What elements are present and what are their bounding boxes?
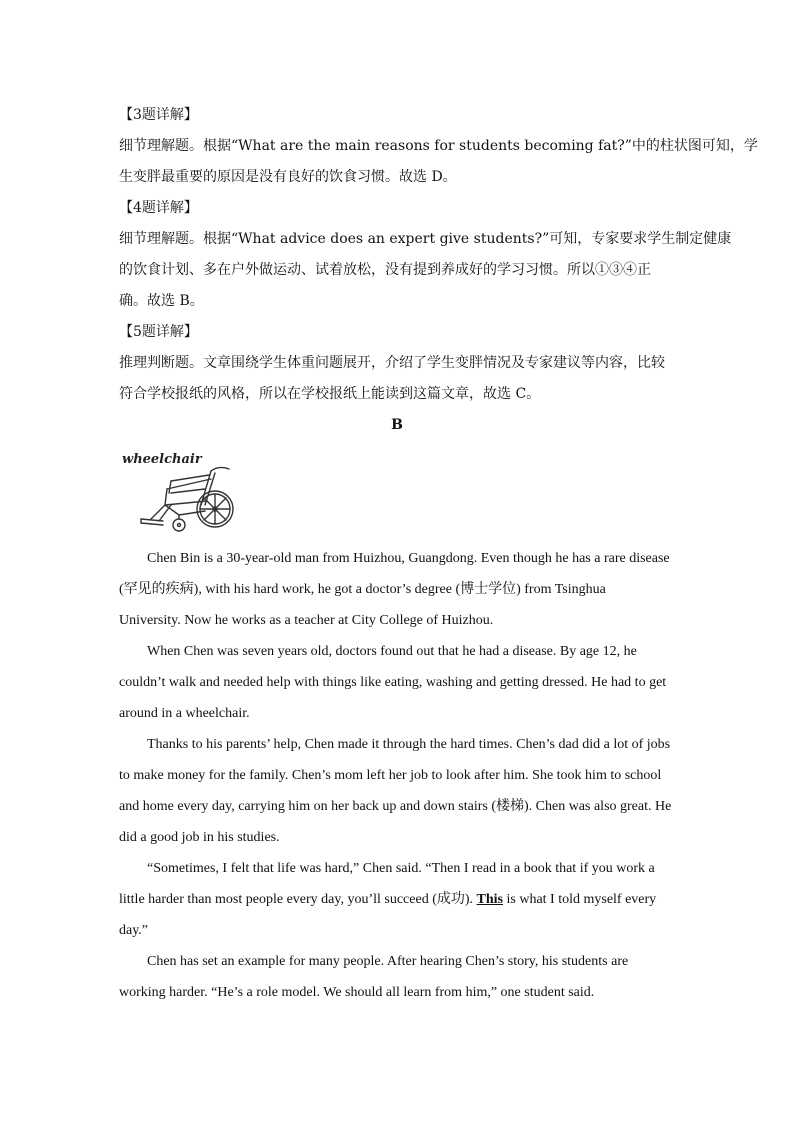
passage-p1-line-1: Chen Bin is a 30-year-old man from Huizhou, Guangdong. Even though he has a rare disease — [147, 551, 670, 566]
answer-5-line-2: 符合学校报纸的风格，所以在学校报纸上能读到这篇文章，故选 C。 — [119, 386, 541, 402]
passage-p5-line-1: Chen has set an example for many people. After hearing Chen’s story, his students are — [147, 954, 629, 969]
document-page — [119, 100, 758, 1008]
passage-p4-highlight-this: This — [476, 892, 503, 907]
answer-3-line-2: 生变胖最重要的原因是没有良好的饮食习惯。故选 D。 — [119, 169, 457, 185]
answer-3-line-1: 细节理解题。根据“What are the main reasons for students becoming fat?”中的柱状图可知，学 — [119, 138, 758, 154]
passage-p4-line-2 — [119, 884, 675, 915]
passage-p5-line-2: working harder. “He’s a role model. We should all learn from him,” one student said. — [119, 985, 595, 1000]
answer-4-line-1: 细节理解题。根据“What advice does an expert give students?”可知，专家要求学生制定健康 — [119, 231, 732, 247]
wheelchair-label: wheelchair — [122, 452, 202, 467]
passage-p2-line-3: around in a wheelchair. — [119, 706, 250, 721]
passage-p4-line-2-after: is what I told myself every — [503, 892, 657, 907]
answer-heading-5: 【5题详解】 — [119, 324, 198, 340]
wheelchair-icon — [119, 449, 249, 537]
passage-p1-line-3: University. Now he works as a teacher at City College of Huizhou. — [119, 613, 494, 628]
passage-p2-line-1: When Chen was seven years old, doctors found out that he had a disease. By age 12, he — [147, 644, 637, 659]
answer-5-line-1: 推理判断题。文章围绕学生体重问题展开，介绍了学生变胖情况及专家建议等内容，比较 — [119, 355, 665, 371]
passage-p4-line-3: day.” — [119, 923, 149, 938]
passage-p4-line-1: “Sometimes, I felt that life was hard,” Chen said. “Then I read in a book that if you work a — [147, 861, 655, 876]
answer-4-line-2: 的饮食计划、多在户外做运动、试着放松，没有提到养成好的学习习惯。所以①③④正 — [119, 262, 651, 278]
answer-4-line-3: 确。故选 B。 — [119, 293, 204, 309]
passage-p2-line-2: couldn’t walk and needed help with things like eating, washing and getting dressed. He had to get — [119, 675, 667, 690]
passage-p3-line-1: Thanks to his parents’ help, Chen made it through the hard times. Chen’s dad did a lot of jobs — [147, 737, 671, 752]
answer-heading-3: 【3题详解】 — [119, 107, 198, 123]
passage-p3-line-4: did a good job in his studies. — [119, 830, 280, 845]
answer-heading-4: 【4题详解】 — [119, 200, 198, 216]
passage-p1-line-2: (罕见的疾病), with his hard work, he got a doctor’s degree (博士学位) from Tsinghua — [119, 582, 606, 597]
passage-p3-line-2: to make money for the family. Chen’s mom left her job to look after him. She took him to school — [119, 768, 662, 783]
wheelchair-illustration — [119, 449, 675, 537]
passage-p3-line-3: and home every day, carrying him on her back up and down stairs (楼梯). Chen was also great. He — [119, 799, 672, 814]
section-label: B — [391, 417, 403, 433]
passage-p4-line-2-before: little harder than most people every day, you’ll succeed (成功). — [119, 892, 477, 907]
